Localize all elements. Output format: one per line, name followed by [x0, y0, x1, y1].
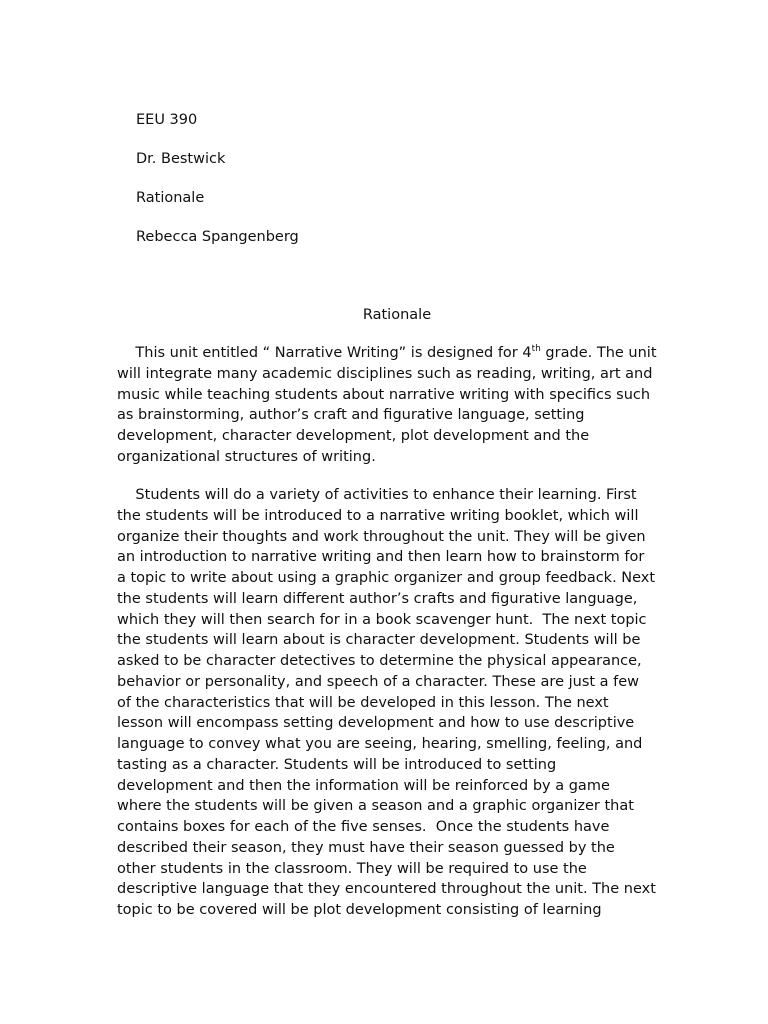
paragraph-line: development, character development, plot development and the	[117, 428, 590, 444]
paragraph-line: lesson will encompass setting development and how to use descriptive	[117, 715, 635, 732]
line-text: grade. The unit	[540, 345, 657, 361]
line-text: This unit entitled “ Narrative Writing” is designed for 4	[117, 345, 532, 361]
paragraph-line: descriptive language that they encountered throughout the unit. The next	[117, 881, 656, 898]
paragraph-line: described their season, they must have their season guessed by the	[117, 839, 615, 856]
paragraph-line: which they will then search for in a book scavenger hunt. The next topic	[117, 611, 647, 628]
paragraph-line: an introduction to narrative writing and then learn how to brainstorm for	[117, 549, 645, 566]
paragraph-line: the students will be introduced to a narrative writing booklet, which will	[117, 507, 639, 524]
ordinal-superscript: th	[531, 344, 541, 354]
paragraph-line: music while teaching students about narrative writing with specifics such	[117, 386, 651, 403]
paragraph-line: will integrate many academic disciplines such as reading, writing, art and	[117, 365, 653, 382]
paragraph-line: tasting as a character. Students will be introduced to setting	[117, 756, 557, 773]
document-title: Rationale	[362, 307, 432, 323]
paragraph-activities	[117, 485, 677, 921]
paragraph-line: organize their thoughts and work throughout the unit. They will be given	[117, 528, 646, 545]
instructor-name: Dr. Bestwick	[136, 151, 226, 167]
paragraph-line: where the students will be given a season and a graphic organizer that	[117, 798, 634, 815]
course-code: EEU 390	[136, 112, 198, 128]
paragraph-line: Students will do a variety of activities to enhance their learning. First	[117, 487, 637, 503]
paragraph-line: organizational structures of writing.	[117, 448, 376, 465]
paragraph-line: the students will learn about is character development. Students will be	[117, 632, 641, 649]
paragraph-line: asked to be character detectives to determine the physical appearance,	[117, 653, 642, 669]
paragraph-line: of the characteristics that will be developed in this lesson. The next	[117, 694, 609, 711]
paragraph-line: contains boxes for each of the five senses. Once the students have	[117, 819, 610, 835]
paragraph-line: topic to be covered will be plot development consisting of learning	[117, 902, 602, 918]
paragraph-line: language to convey what you are seeing, hearing, smelling, feeling, and	[117, 736, 643, 752]
paragraph-line: other students in the classroom. They will be required to use the	[117, 860, 587, 877]
paragraph-line: a topic to write about using a graphic organizer and group feedback. Next	[117, 570, 656, 586]
paragraph-line: behavior or personality, and speech of a character. These are just a few	[117, 673, 640, 690]
paragraph-line: as brainstorming, author’s craft and figurative language, setting	[117, 407, 585, 424]
student-name: Rebecca Spangenberg	[136, 229, 299, 245]
paragraph-line	[117, 343, 677, 364]
paragraph-intro	[117, 343, 677, 468]
assignment-label: Rationale	[136, 190, 205, 206]
paragraph-line: the students will learn different author’s crafts and figurative language,	[117, 590, 638, 607]
paragraph-line: development and then the information will be reinforced by a game	[117, 777, 610, 794]
